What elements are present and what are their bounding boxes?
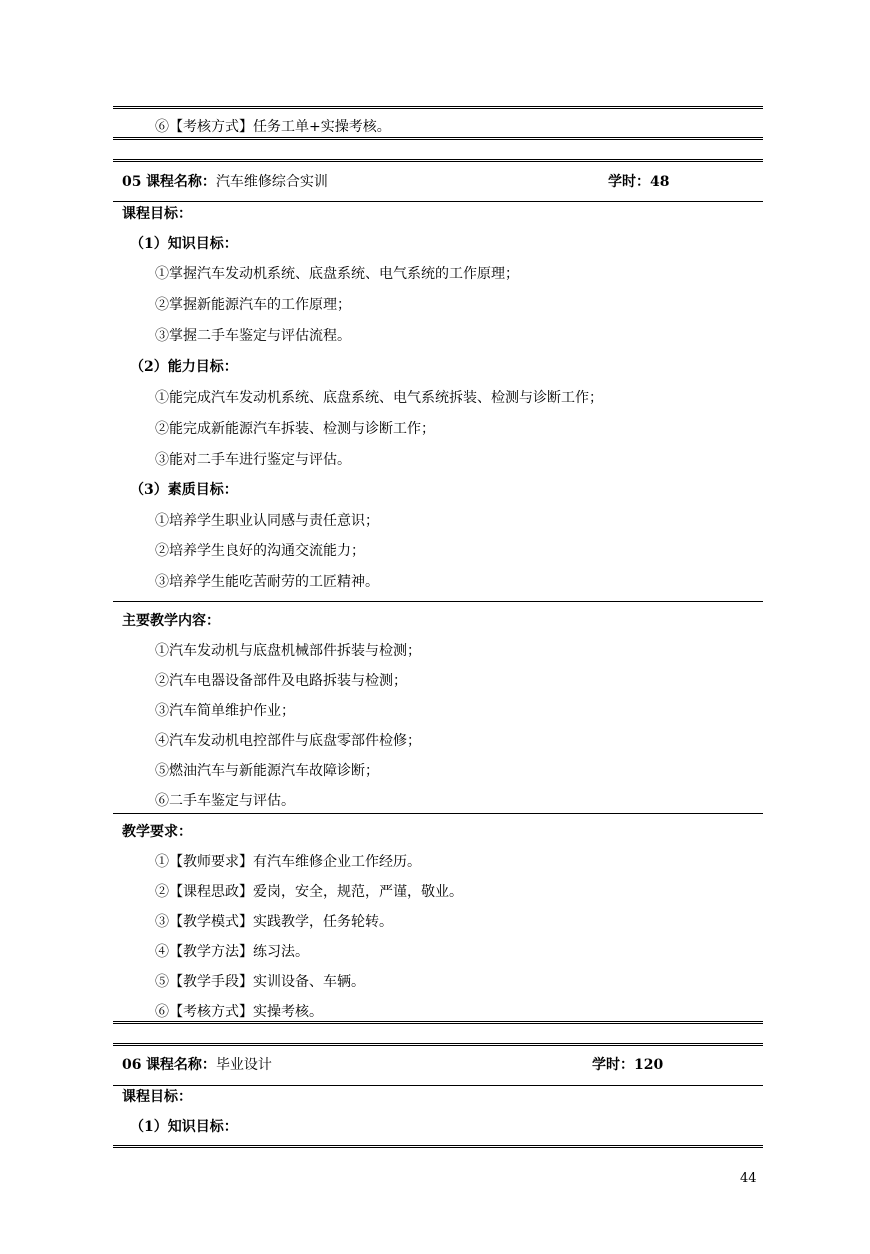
divider bbox=[113, 201, 763, 202]
requirements-label: 教学要求： bbox=[122, 824, 192, 840]
content-item: ④汽车发动机电控部件与底盘零部件检修； bbox=[155, 733, 421, 749]
course06-name-label: 课程名称： bbox=[145, 1057, 216, 1073]
course05-number: 05 bbox=[122, 174, 142, 190]
course06-border-bottom bbox=[113, 1145, 763, 1148]
course06-name: 毕业设计 bbox=[215, 1057, 272, 1073]
knowledge-item: ②掌握新能源汽车的工作原理； bbox=[155, 297, 351, 313]
divider bbox=[113, 813, 763, 814]
requirement-item: ③【教学模式】实践教学，任务轮转。 bbox=[155, 914, 393, 930]
course06-hours-value: 120 bbox=[634, 1057, 664, 1073]
course06-number: 06 bbox=[122, 1057, 142, 1073]
requirement-item: ⑤【教学手段】实训设备、车辆。 bbox=[155, 974, 365, 990]
quality-item: ②培养学生良好的沟通交流能力； bbox=[155, 543, 365, 559]
objectives-label: 课程目标： bbox=[122, 1089, 192, 1105]
content-item: ③汽车简单维护作业； bbox=[155, 703, 295, 719]
quality-item: ③培养学生能吃苦耐劳的工匠精神。 bbox=[155, 574, 379, 590]
knowledge-label: （1）知识目标： bbox=[130, 236, 238, 252]
requirement-item: ④【教学方法】练习法。 bbox=[155, 944, 309, 960]
divider bbox=[113, 601, 763, 602]
course05-hours bbox=[608, 173, 669, 191]
quality-label: （3）素质目标： bbox=[130, 482, 238, 498]
content-item: ⑤燃油汽车与新能源汽车故障诊断； bbox=[155, 763, 379, 779]
content-item: ⑥二手车鉴定与评估。 bbox=[155, 793, 295, 809]
knowledge-item: ③掌握二手车鉴定与评估流程。 bbox=[155, 328, 351, 344]
course06-border-top bbox=[113, 1043, 763, 1046]
requirement-item: ⑥【考核方式】实操考核。 bbox=[155, 1004, 323, 1020]
table-border-top bbox=[113, 106, 763, 109]
course05-border-top bbox=[113, 159, 763, 162]
table-border-bottom bbox=[113, 137, 763, 140]
ability-item: ①能完成汽车发动机系统、底盘系统、电气系统拆装、检测与诊断工作； bbox=[155, 390, 603, 406]
objectives-label: 课程目标： bbox=[122, 206, 192, 222]
ability-item: ③能对二手车进行鉴定与评估。 bbox=[155, 452, 351, 468]
requirement-item: ①【教师要求】有汽车维修企业工作经历。 bbox=[155, 854, 421, 870]
course05-name-label: 课程名称： bbox=[145, 174, 216, 190]
divider bbox=[113, 1085, 763, 1086]
course05-name: 汽车维修综合实训 bbox=[215, 174, 328, 190]
assessment-item: ⑥【考核方式】任务工单+实操考核。 bbox=[155, 119, 391, 135]
ability-label: （2）能力目标： bbox=[130, 359, 238, 375]
course06-hours-label: 学时： bbox=[592, 1057, 634, 1073]
content-item: ①汽车发动机与底盘机械部件拆装与检测； bbox=[155, 643, 421, 659]
knowledge-item: ①掌握汽车发动机系统、底盘系统、电气系统的工作原理； bbox=[155, 266, 519, 282]
course05-header bbox=[122, 173, 328, 191]
course06-header bbox=[122, 1056, 272, 1074]
course05-border-bottom bbox=[113, 1021, 763, 1024]
course05-hours-label: 学时： bbox=[608, 174, 650, 190]
knowledge-label: （1）知识目标： bbox=[130, 1119, 238, 1135]
course05-hours-value: 48 bbox=[650, 174, 670, 190]
quality-item: ①培养学生职业认同感与责任意识； bbox=[155, 513, 379, 529]
content-label: 主要教学内容： bbox=[122, 613, 220, 629]
content-item: ②汽车电器设备部件及电路拆装与检测； bbox=[155, 673, 407, 689]
page-number: 44 bbox=[740, 1171, 757, 1186]
course06-hours bbox=[592, 1056, 663, 1074]
requirement-item: ②【课程思政】爱岗，安全，规范，严谨，敬业。 bbox=[155, 884, 463, 900]
ability-item: ②能完成新能源汽车拆装、检测与诊断工作； bbox=[155, 421, 435, 437]
